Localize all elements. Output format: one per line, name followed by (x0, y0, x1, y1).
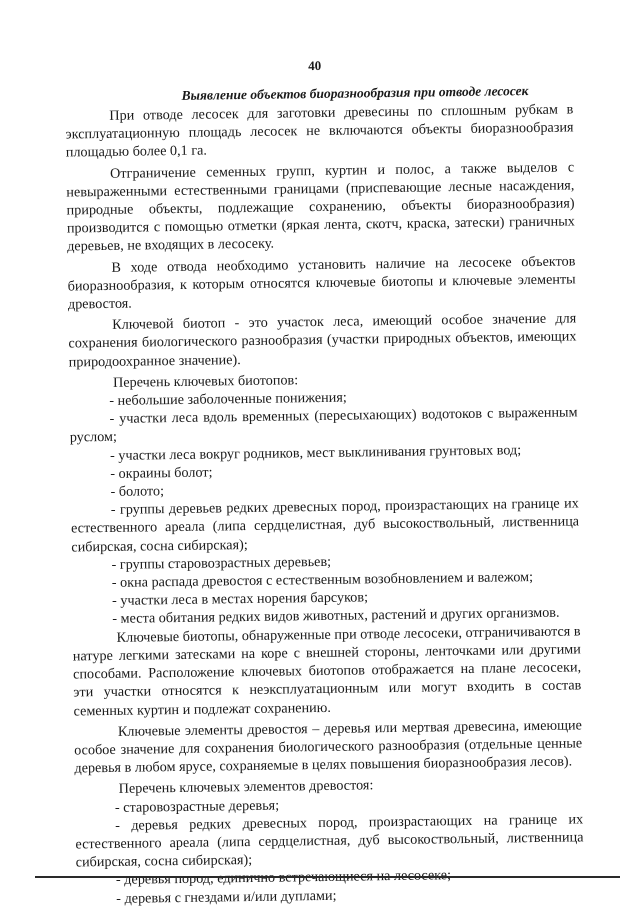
list-item: - старовозрастные деревья; (114, 797, 280, 816)
list-item: - небольшие заболоченные понижения; (109, 389, 347, 409)
list-item: - деревья редких древесных пород, произрастающих на границе их естественного ареала (липа сердцелистная, дуб высокоствольный, лиственница сибирская, сосна сибирская); (75, 811, 584, 871)
list-item: - места обитания редких видов животных, растений и других организмов. (112, 605, 560, 628)
paragraph: Ключевой биотоп - это участок леса, имеющий особое значение для сохранения биологического разнообразия (участки природных объектов, имеющих природоохранное значение). (68, 310, 577, 371)
list-item: - болото; (110, 483, 165, 500)
paragraph: Ключевые биотопы, обнаруженные при отводе лесосеки, отграничиваются в натуре легкими затесками на коре с внешней стороны, ленточками или другими способами. Расположение ключевых биотопов отображается на плане лесосеки, эти участки относятся к неэксплуатационным или могут входить в состав семенных куртин и подлежат сохранению. (72, 623, 582, 719)
biotopes-list-title: Перечень ключевых биотопов: (112, 372, 299, 391)
list-item: - окна распада древостоя с естественным возобновлением и валежом; (111, 569, 534, 591)
paragraph: В ходе отвода необходимо установить наличие на лесосеке объектов биоразнообразия, к которым относятся ключевые биотопы и ключевые элементы древостоя. (67, 253, 576, 313)
paragraph: Ключевые элементы древостоя – деревья или мертвая древесина, имеющие особое значение для сохранения биологического разнообразия (отдельные ценные деревья в любом ярусе, сохраняемые в целях повышения биоразнообразия лесов). (74, 717, 583, 777)
list-item: - деревья с гнездами и/или дуплами; (116, 887, 337, 907)
list-item: - группы деревьев редких древесных пород, произрастающих на границе их естественного ареала (липа сердцелистная, дуб высокоствольный, лиственница сибирская, сосна сибирская); (70, 495, 580, 556)
list-item: - группы старовозрастных деревьев; (111, 553, 332, 573)
list-item: - деревья пород, единично встречающиеся на лесосеке; (115, 867, 452, 889)
paragraph: При отводе лесосек для заготовки древесины по сплошным рубкам в эксплуатационную площадь лесосек не включаются объекты биоразнообразия площадью более 0,1 га. (65, 101, 574, 161)
document-body (65, 100, 584, 908)
list-item: - участки леса вдоль временных (пересыхающих) водотоков с выраженным руслом; (69, 404, 578, 446)
paragraph: Отграничение семенных групп, куртин и полос, а также выделов с невыраженными естественными границами (приспевающие лесные насаждения, природные объекты, подлежащие сохранению, объекты биоразнообразия) производится с помощью отметки (яркая лента, скотч, краска, затески) граничных деревьев, не входящих в лесосеку. (66, 159, 575, 255)
list-item: - участки леса вокруг родников, мест выклинивания грунтовых вод; (109, 441, 522, 464)
list-item: - участки леса в местах норения барсуков; (111, 589, 369, 610)
section-heading: Выявление объектов биоразнообразия при отводе лесосек (181, 83, 529, 103)
list-item: - окраины болот; (110, 464, 213, 482)
elements-list-title: Перечень ключевых элементов древостоя: (118, 777, 374, 798)
bottom-rule (35, 876, 620, 878)
page-number: 40 (308, 57, 322, 74)
